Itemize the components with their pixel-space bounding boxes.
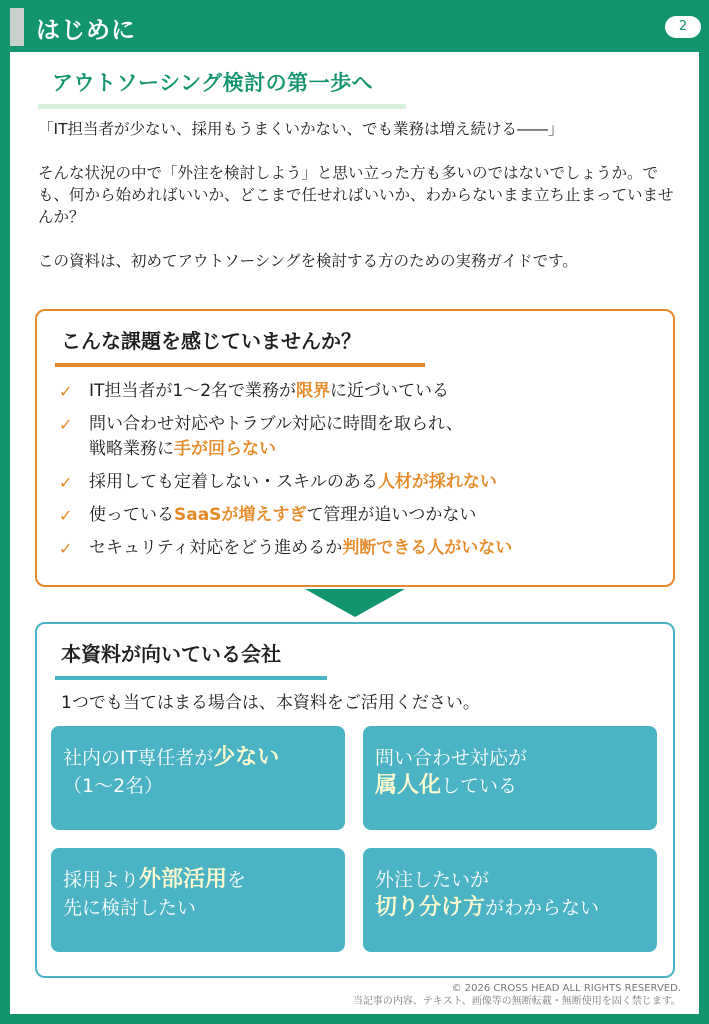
intro-paragraph-1: 「IT担当者が少ない、採用もうまくいかない、でも業務は増え続ける――」 bbox=[38, 120, 564, 138]
footer bbox=[353, 982, 681, 1008]
issue-highlight: 手が回らない bbox=[174, 439, 276, 459]
issue-item bbox=[59, 536, 659, 561]
issues-box bbox=[35, 309, 675, 587]
issue-item bbox=[59, 503, 659, 528]
card-text: 社内のIT専任者が bbox=[63, 747, 214, 769]
issue-text: 問い合わせ対応やトラブル対応に時間を取られ、 bbox=[89, 414, 463, 434]
card-text: 先に検討したい bbox=[63, 897, 197, 919]
card-emphasis: 外部活用 bbox=[139, 867, 228, 892]
content-panel bbox=[10, 52, 699, 1014]
fit-box bbox=[35, 622, 675, 978]
issue-item bbox=[59, 379, 659, 404]
intro-paragraph-3: この資料は、初めてアウトソーシングを検討する方のための実務ガイドです。 bbox=[38, 252, 578, 270]
issue-text: 使っている bbox=[89, 505, 174, 525]
issues-list bbox=[59, 379, 659, 569]
intro-paragraph-2: そんな状況の中で「外注を検討しよう」と思い立った方も多いのではないでしょうか。でも、何から始めればいいか、どこまで任せればいいか、わからないまま立ち止まっていませんか？ bbox=[38, 164, 674, 226]
fit-card bbox=[51, 848, 345, 952]
card-text: 問い合わせ対応が bbox=[375, 747, 528, 769]
page-number-badge: 2 bbox=[665, 16, 701, 38]
issue-text: IT担当者が1〜2名で業務が bbox=[89, 381, 297, 401]
section-title bbox=[38, 64, 406, 109]
issue-text: て管理が追いつかない bbox=[306, 505, 477, 525]
issue-highlight: 限界 bbox=[296, 381, 331, 401]
issue-text: 採用しても定着しない・スキルのある bbox=[89, 472, 378, 492]
issues-title bbox=[55, 321, 425, 367]
check-icon: ✓ bbox=[59, 473, 73, 492]
issue-item bbox=[59, 412, 659, 462]
fit-note: 1つでも当てはまる場合は、本資料をご活用ください。 bbox=[61, 693, 480, 713]
issues-title-text: こんな課題を感じていませんか？ bbox=[61, 329, 361, 353]
card-text: している bbox=[441, 775, 518, 797]
fit-card bbox=[363, 726, 657, 830]
check-icon: ✓ bbox=[59, 539, 73, 558]
check-icon: ✓ bbox=[59, 382, 73, 401]
check-icon: ✓ bbox=[59, 506, 73, 525]
issue-highlight: SaaSが増えすぎ bbox=[174, 505, 307, 525]
header-accent-bar bbox=[10, 8, 24, 46]
card-text: 採用より bbox=[63, 869, 140, 891]
section-title-text: アウトソーシング検討の第一歩へ bbox=[52, 71, 374, 95]
issue-highlight: 人材が採れない bbox=[377, 472, 497, 492]
card-text: 外注したいが bbox=[375, 869, 490, 891]
issue-text: に近づいている bbox=[330, 381, 450, 401]
intro-text bbox=[38, 118, 688, 294]
fit-card bbox=[363, 848, 657, 952]
issue-text: セキュリティ対応をどう進めるか bbox=[89, 538, 343, 558]
issue-item bbox=[59, 470, 659, 495]
card-emphasis: 切り分け方 bbox=[375, 895, 486, 920]
card-text: を bbox=[227, 869, 247, 891]
check-icon: ✓ bbox=[59, 415, 73, 434]
card-emphasis: 属人化 bbox=[375, 773, 442, 798]
fit-card bbox=[51, 726, 345, 830]
card-text: （1〜2名） bbox=[63, 775, 164, 797]
card-emphasis: 少ない bbox=[213, 745, 280, 770]
card-text: がわからない bbox=[485, 897, 600, 919]
fit-title-text: 本資料が向いている会社 bbox=[61, 642, 281, 666]
header-title: はじめに bbox=[36, 16, 136, 44]
copyright: © 2026 CROSS HEAD ALL RIGHTS RESERVED. bbox=[451, 983, 681, 994]
usage-notice: 当記事の内容、テキスト、画像等の無断転載・無断使用を固く禁じます。 bbox=[352, 996, 681, 1007]
issue-text: 戦略業務に bbox=[89, 439, 174, 459]
down-arrow-icon bbox=[305, 589, 405, 617]
fit-title bbox=[55, 634, 327, 680]
issue-highlight: 判断できる人がいない bbox=[342, 538, 513, 558]
